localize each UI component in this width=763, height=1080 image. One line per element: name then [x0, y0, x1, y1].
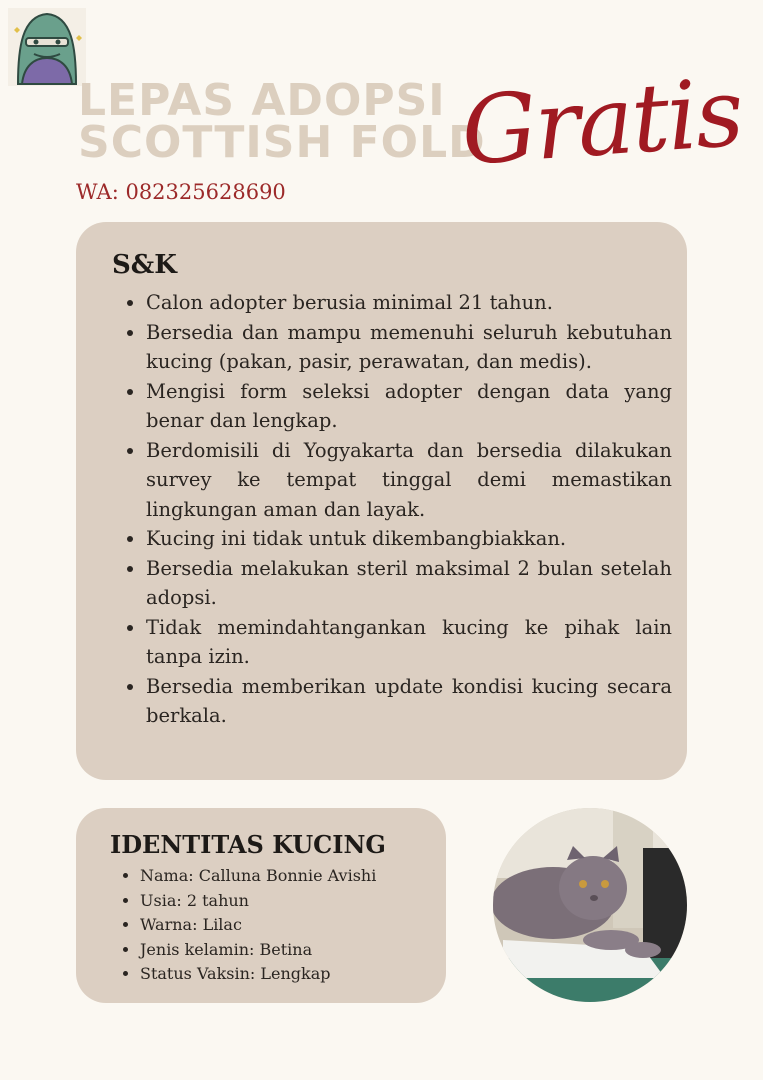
- terms-item: • Berdomisili di Yogyakarta dan bersedia dilakukan survey ke tempat tinggal demi memastikan lingkungan aman dan layak.: [146, 436, 672, 525]
- title-line-2: SCOTTISH FOLD: [78, 117, 486, 168]
- terms-list: [128, 288, 672, 731]
- terms-card: [76, 222, 687, 780]
- page-title: [78, 75, 486, 168]
- terms-item: • Kucing ini tidak untuk dikembangbiakkan.: [146, 524, 672, 554]
- cat-identity-card: [76, 808, 446, 1003]
- title-line-1: LEPAS ADOPSI: [78, 75, 446, 126]
- identity-item: • Nama: Calluna Bonnie Avishi: [140, 864, 376, 889]
- terms-item: • Bersedia dan mampu memenuhi seluruh kebutuhan kucing (pakan, pasir, perawatan, dan medis).: [146, 318, 672, 377]
- identity-item: • Usia: 2 tahun: [140, 889, 376, 914]
- terms-item: • Mengisi form seleksi adopter dengan data yang benar dan lengkap.: [146, 377, 672, 436]
- frog-logo-icon: [8, 8, 86, 86]
- terms-item: • Bersedia memberikan update kondisi kucing secara berkala.: [146, 672, 672, 731]
- identity-item: • Jenis kelamin: Betina: [140, 938, 376, 963]
- whatsapp-contact: WA: 082325628690: [76, 180, 286, 204]
- identity-item: • Status Vaksin: Lengkap: [140, 962, 376, 987]
- identity-heading: IDENTITAS KUCING: [110, 830, 386, 859]
- gratis-script-title: Gratis: [458, 58, 746, 187]
- identity-item: • Warna: Lilac: [140, 913, 376, 938]
- terms-item: • Calon adopter berusia minimal 21 tahun.: [146, 288, 672, 318]
- terms-heading: S&K: [112, 250, 177, 280]
- terms-item: • Bersedia melakukan steril maksimal 2 bulan setelah adopsi.: [146, 554, 672, 613]
- cat-photo: [493, 808, 687, 1002]
- identity-list: [124, 864, 376, 987]
- terms-item: • Tidak memindahtangankan kucing ke pihak lain tanpa izin.: [146, 613, 672, 672]
